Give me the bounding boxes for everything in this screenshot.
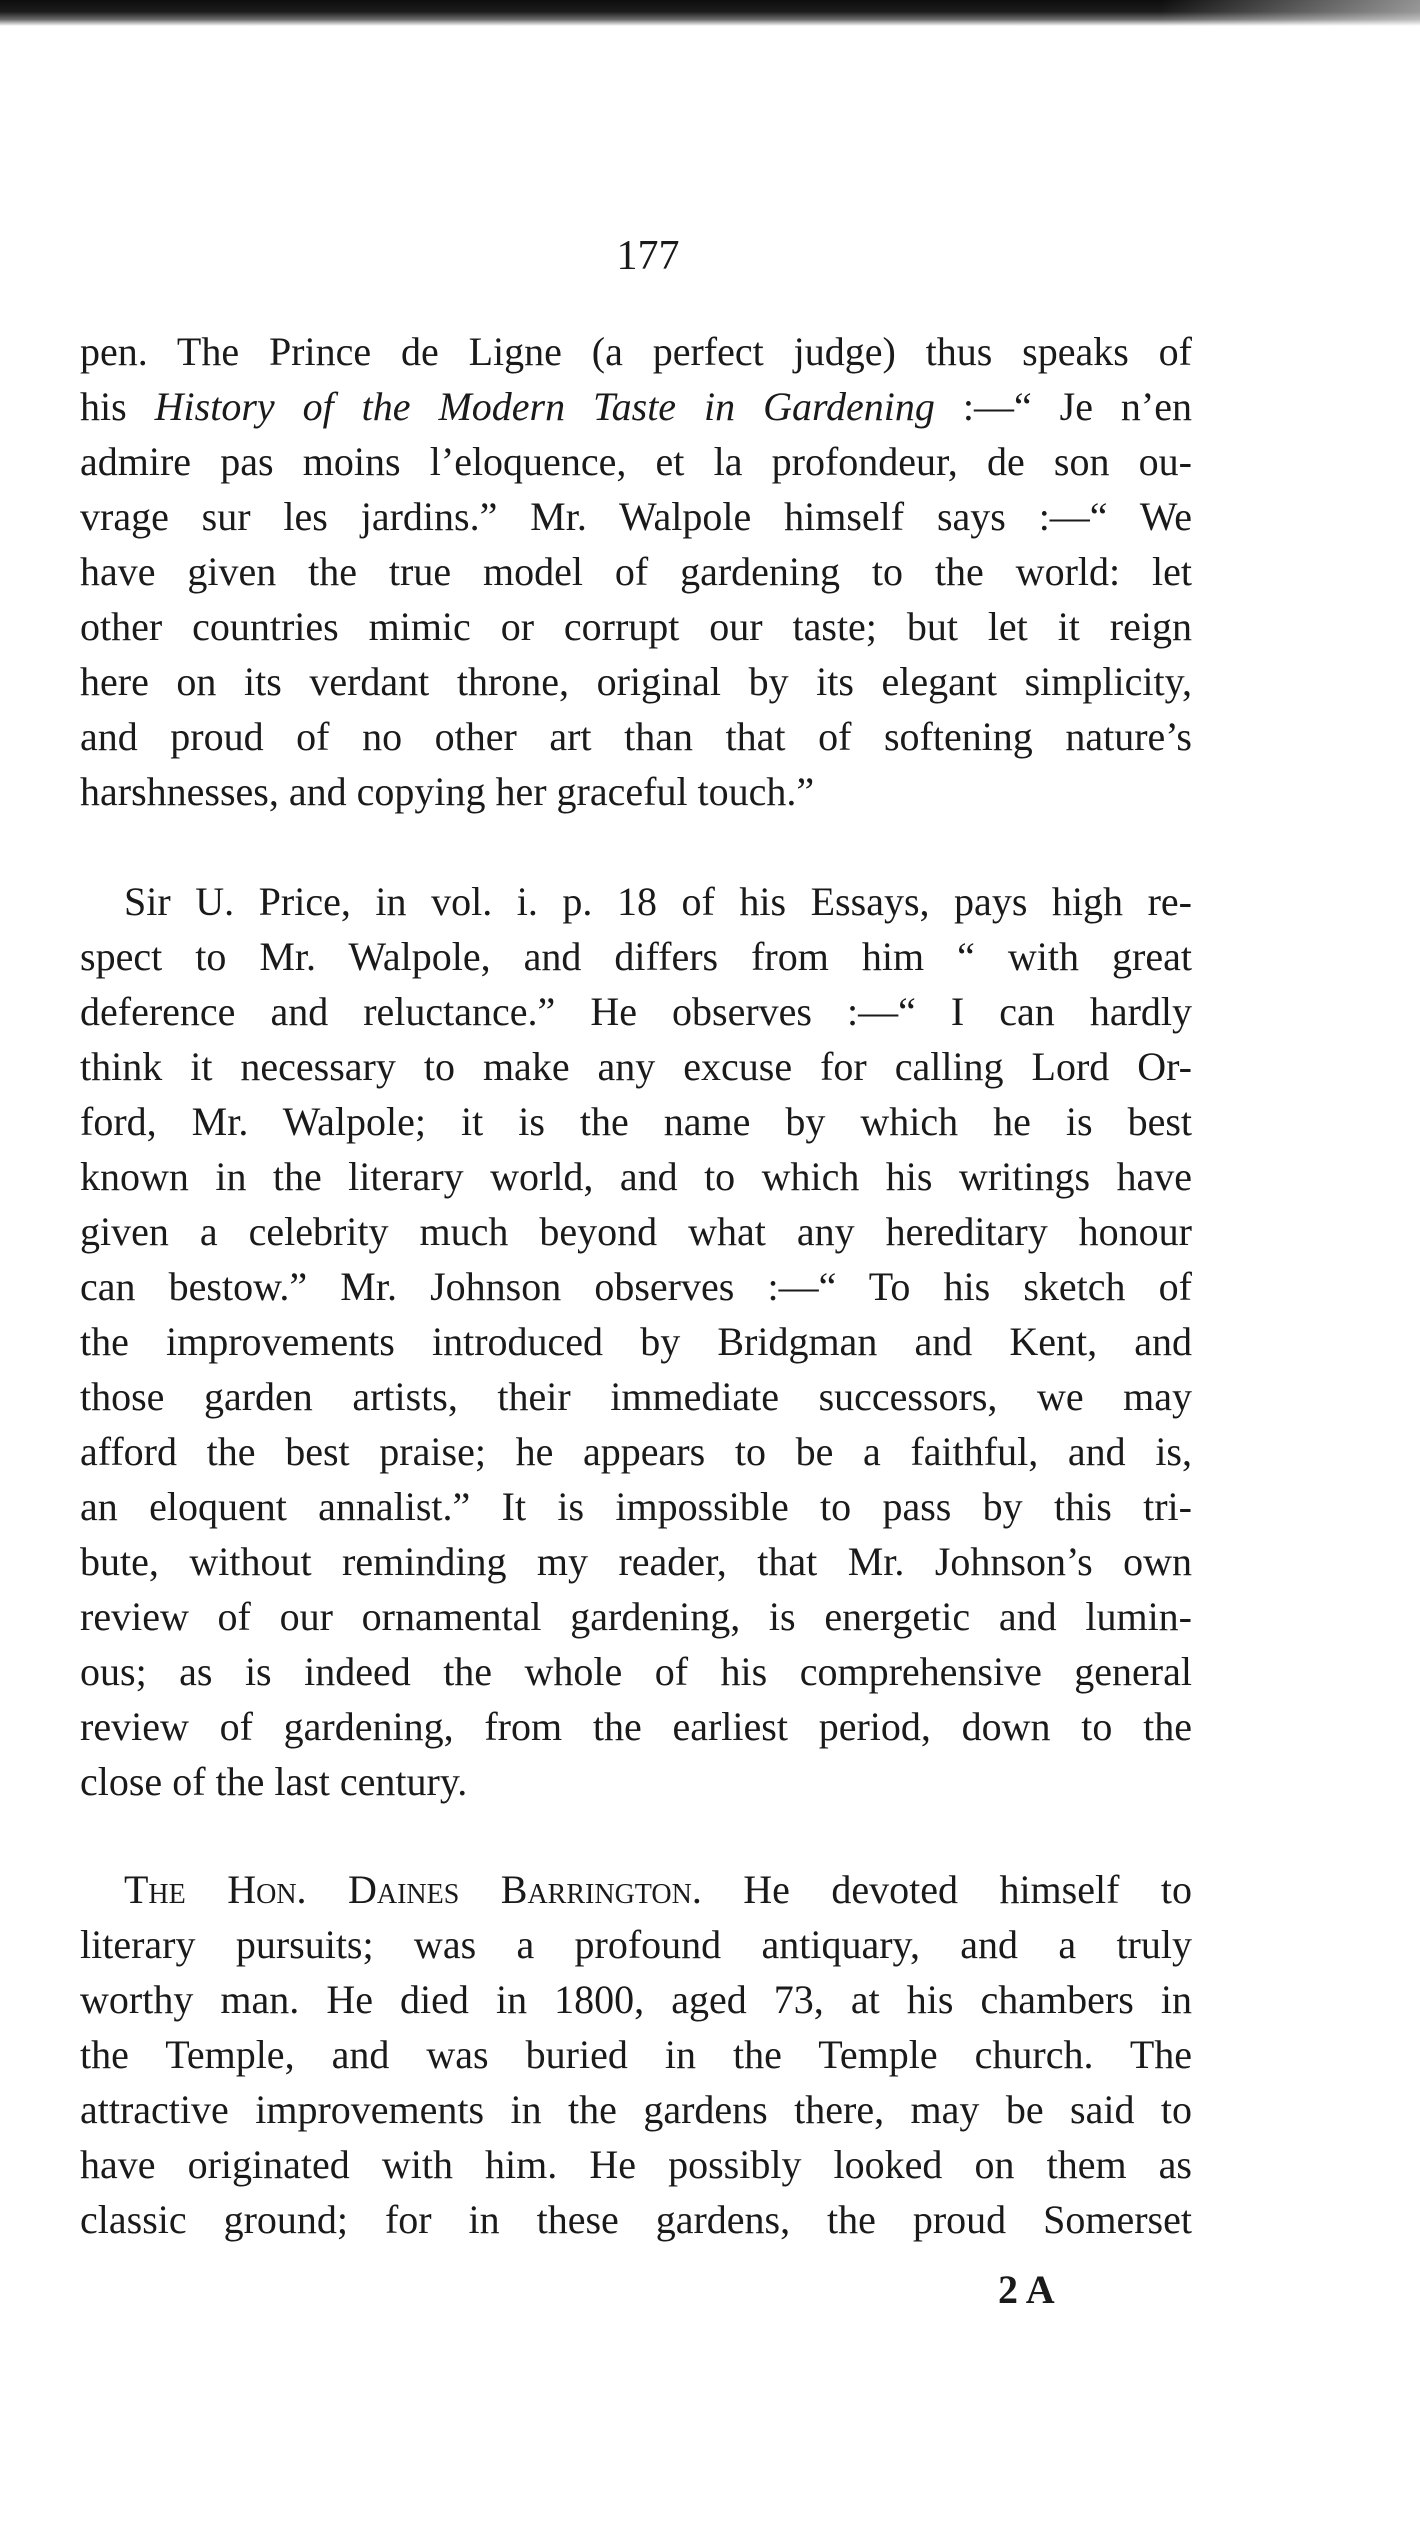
text-line: The Hon. Daines Barrington. He devoted himself to <box>124 1867 1192 1912</box>
text-line: the improvements introduced by Bridgman and Kent, and <box>80 1319 1192 1364</box>
text-line: an eloquent annalist.” It is impossible to pass by this tri- <box>80 1484 1192 1529</box>
text-line: given a celebrity much beyond what any hereditary honour <box>80 1209 1192 1254</box>
paragraph-daines-barrington <box>80 1862 1192 2247</box>
text-line: afford the best praise; he appears to be a faithful, and is, <box>80 1429 1192 1474</box>
signature-mark: 2 A <box>998 2267 1055 2312</box>
text-line: Sir U. Price, in vol. i. p. 18 of his Essays, pays high re- <box>124 879 1192 924</box>
text-line: worthy man. He died in 1800, aged 73, at his chambers in <box>80 1977 1192 2022</box>
text-line: vrage sur les jardins.” Mr. Walpole himself says :—“ We <box>80 494 1192 539</box>
paragraph-prince-de-ligne <box>80 324 1192 819</box>
book-title-italic: History of the Modern Taste in Gardening <box>154 384 935 429</box>
text-line: the Temple, and was buried in the Temple church. The <box>80 2032 1192 2077</box>
text-line: ous; as is indeed the whole of his comprehensive general <box>80 1649 1192 1694</box>
text-line: review of gardening, from the earliest period, down to the <box>80 1704 1192 1749</box>
text-line: harshnesses, and copying her graceful touch.” <box>80 769 815 814</box>
text-line: other countries mimic or corrupt our taste; but let it reign <box>80 604 1192 649</box>
text-line: admire pas moins l’eloquence, et la profondeur, de son ou- <box>80 439 1192 484</box>
entry-heading: The Hon. Daines Barrington. <box>124 1867 702 1912</box>
text-line: review of our ornamental gardening, is energetic and lumin- <box>80 1594 1192 1639</box>
text-line: and proud of no other art than that of softening nature’s <box>80 714 1192 759</box>
text-line: classic ground; for in these gardens, the proud Somerset <box>80 2197 1192 2242</box>
text-line: his History of the Modern Taste in Gardening :—“ Je n’en <box>80 384 1193 429</box>
text-line: ford, Mr. Walpole; it is the name by which he is best <box>80 1099 1192 1144</box>
text-line: here on its verdant throne, original by its elegant simplicity, <box>80 659 1192 704</box>
text-line: deference and reluctance.” He observes :—“ I can hardly <box>80 989 1192 1034</box>
page-number: 177 <box>616 233 680 279</box>
text-line: have originated with him. He possibly looked on them as <box>80 2142 1192 2187</box>
text-line: those garden artists, their immediate successors, we may <box>80 1374 1192 1419</box>
text-line: spect to Mr. Walpole, and differs from him “ with great <box>80 934 1192 979</box>
text-line: known in the literary world, and to which his writings have <box>80 1154 1192 1199</box>
page-top-edge-fade <box>1160 0 1420 26</box>
text-line: think it necessary to make any excuse for calling Lord Or- <box>80 1044 1192 1089</box>
text-line: literary pursuits; was a profound antiquary, and a truly <box>80 1922 1192 1967</box>
paragraph-sir-u-price <box>80 874 1192 1809</box>
text-line: close of the last century. <box>80 1759 468 1804</box>
text-line: have given the true model of gardening to the world: let <box>80 549 1192 594</box>
text-line: attractive improvements in the gardens there, may be said to <box>80 2087 1192 2132</box>
text-line: can bestow.” Mr. Johnson observes :—“ To his sketch of <box>80 1264 1192 1309</box>
text-line: bute, without reminding my reader, that Mr. Johnson’s own <box>80 1539 1192 1584</box>
text-line: pen. The Prince de Ligne (a perfect judge) thus speaks of <box>80 329 1192 374</box>
